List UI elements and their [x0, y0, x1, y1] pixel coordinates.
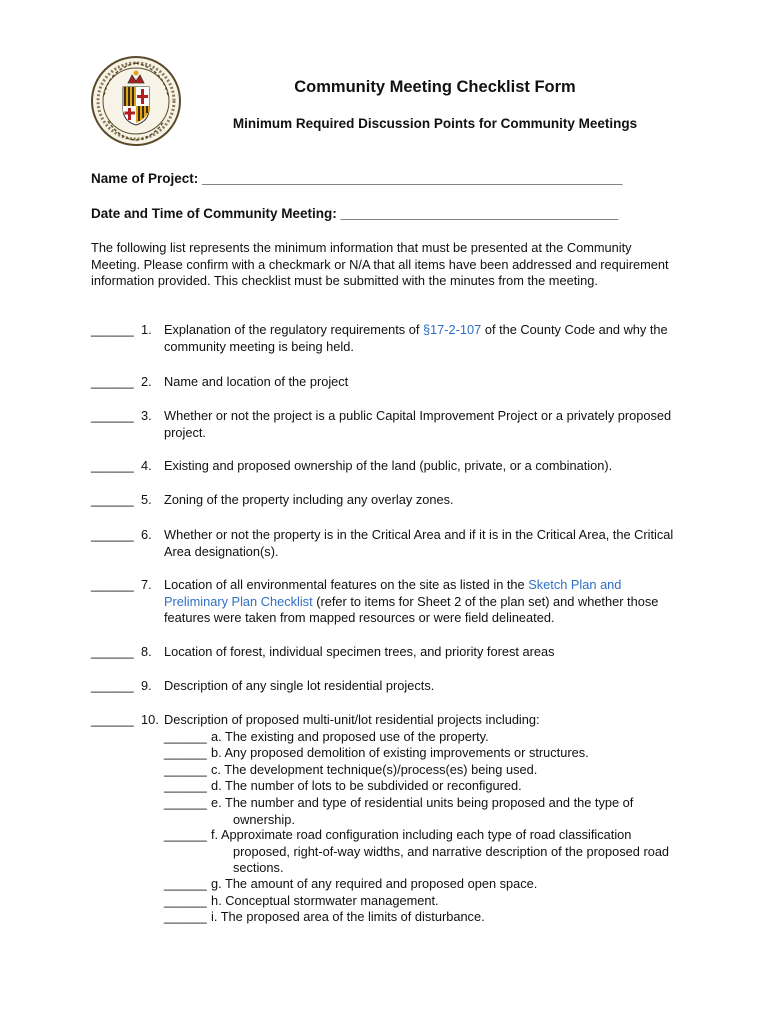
- check-blank[interactable]: ______: [91, 712, 134, 727]
- check-blank[interactable]: ______: [164, 745, 207, 760]
- check-blank[interactable]: ______: [164, 778, 207, 793]
- county-code-link[interactable]: §17-2-107: [422, 322, 482, 337]
- item-text: Existing and proposed ownership of the land (public, private, or a combination).: [164, 458, 613, 473]
- item-number: 10.: [141, 712, 159, 727]
- item-number: 6.: [141, 527, 152, 542]
- item-text: Description of any single lot residential projects.: [164, 678, 435, 693]
- check-blank[interactable]: ______: [164, 909, 207, 924]
- item-text: Explanation of the regulatory requirements of §17-2-107 of the County Code and why the community meeting is being held.: [164, 322, 668, 354]
- check-blank[interactable]: ______: [164, 893, 207, 908]
- item-text: Whether or not the project is a public Capital Improvement Project or a privately proposed project.: [164, 408, 672, 440]
- county-seal-logo: [90, 55, 182, 147]
- check-blank[interactable]: ______: [91, 458, 134, 473]
- form-subtitle: Minimum Required Discussion Points for Community Meetings: [232, 116, 638, 131]
- sub-item-text: e. The number and type of residential units being proposed and the type of ownership.: [211, 795, 634, 827]
- item-text: Zoning of the property including any overlay zones.: [164, 492, 454, 507]
- item-text: Description of proposed multi-unit/lot residential projects including:: [164, 712, 540, 727]
- item-number: 3.: [141, 408, 152, 423]
- item-number: 9.: [141, 678, 152, 693]
- meeting-datetime-field[interactable]: Date and Time of Community Meeting: _____________________________________: [91, 206, 619, 221]
- check-blank[interactable]: ______: [164, 876, 207, 891]
- check-blank[interactable]: ______: [164, 827, 207, 842]
- sub-item-text: c. The development technique(s)/process(es) being used.: [211, 762, 538, 777]
- sub-item-text: f. Approximate road configuration including each type of road classification proposed, right-of-way widths, and narrative description of the proposed road sections.: [211, 827, 670, 875]
- project-name-field[interactable]: Name of Project: ________________________________________________________: [91, 171, 623, 186]
- form-title: Community Meeting Checklist Form: [294, 78, 576, 96]
- check-blank[interactable]: ______: [164, 762, 207, 777]
- check-blank[interactable]: ______: [91, 577, 134, 592]
- sketch-plan-checklist-link[interactable]: Sketch Plan and Preliminary Plan Checklist: [164, 577, 622, 609]
- item-number: 5.: [141, 492, 152, 507]
- item-number: 8.: [141, 644, 152, 659]
- item-number: 4.: [141, 458, 152, 473]
- check-blank[interactable]: ______: [91, 322, 134, 337]
- sub-item-text: a. The existing and proposed use of the property.: [211, 729, 489, 744]
- item-number: 7.: [141, 577, 152, 592]
- check-blank[interactable]: ______: [164, 729, 207, 744]
- sub-item-text: b. Any proposed demolition of existing improvements or structures.: [211, 745, 589, 760]
- item-text: Name and location of the project: [164, 374, 349, 389]
- item-text: Whether or not the property is in the Critical Area and if it is in the Critical Area, the Critical Area designation(s).: [164, 527, 674, 559]
- item-number: 2.: [141, 374, 152, 389]
- check-blank[interactable]: ______: [91, 678, 134, 693]
- check-blank[interactable]: ______: [91, 644, 134, 659]
- item-text: Location of all environmental features on the site as listed in the Sketch Plan and Preliminary Plan Checklist (refer to items for Sheet 2 of the plan set) and whether those features were taken from mapped resources or were field delineated.: [164, 577, 659, 625]
- sub-item-text: h. Conceptual stormwater management.: [211, 893, 439, 908]
- check-blank[interactable]: ______: [164, 795, 207, 810]
- sub-item-text: g. The amount of any required and proposed open space.: [211, 876, 538, 891]
- sub-item-text: d. The number of lots to be subdivided or reconfigured.: [211, 778, 522, 793]
- intro-paragraph: The following list represents the minimum information that must be presented at the Community Meeting. Please confirm with a checkmark or N/A that all items have been addressed and requirement information provided. This checklist must be submitted with the minutes from the meeting.: [91, 240, 669, 288]
- check-blank[interactable]: ______: [91, 408, 134, 423]
- check-blank[interactable]: ______: [91, 374, 134, 389]
- item-number: 1.: [141, 322, 152, 337]
- item-text: Location of forest, individual specimen trees, and priority forest areas: [164, 644, 555, 659]
- sub-item-text: i. The proposed area of the limits of disturbance.: [211, 909, 485, 924]
- check-blank[interactable]: ______: [91, 492, 134, 507]
- check-blank[interactable]: ______: [91, 527, 134, 542]
